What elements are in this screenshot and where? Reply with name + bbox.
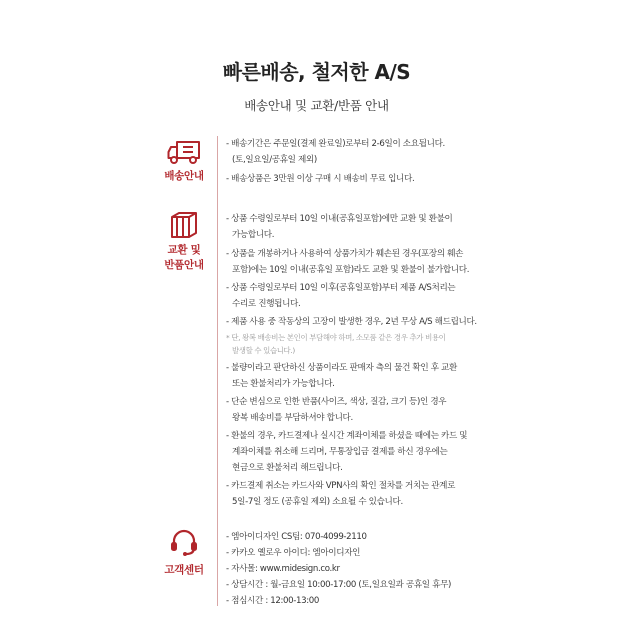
vertical-divider	[217, 136, 218, 606]
returns-note: 발생할 수 있습니다.)	[232, 346, 295, 355]
shipping-section-label: 배송안내	[164, 170, 204, 182]
returns-line: 현금으로 환불처리 해드립니다.	[232, 463, 343, 473]
returns-line: 가능합니다.	[232, 230, 275, 240]
returns-line: - 단순 변심으로 인한 반품(사이즈, 색상, 질감, 크기 등)인 경우	[226, 397, 447, 407]
page-title: 빠른배송, 철저한 A/S	[222, 60, 411, 84]
returns-line: 5일-7일 정도 (공휴일 제외) 소요될 수 있습니다.	[232, 497, 403, 507]
customer-line: - 엠아이디자인 CS팀: 070-4099-2110	[226, 532, 367, 542]
returns-line: - 환불의 경우, 카드결제나 실시간 계좌이체를 하셨을 때에는 카드 및	[226, 431, 468, 441]
returns-line: 왕복 배송비를 부담하셔야 합니다.	[232, 413, 353, 423]
returns-line: - 카드결제 취소는 카드사와 VPN사의 확인 절차를 거치는 관계로	[226, 481, 456, 491]
shipping-line: - 배송상품은 3만원 이상 구매 시 배송비 무료 입니다.	[226, 174, 415, 184]
customer-line: - 점심시간 : 12:00-13:00	[226, 596, 320, 606]
shipping-line: (토,일요일/공휴일 제외)	[232, 155, 317, 165]
returns-section-label-line1: 교환 및	[167, 244, 201, 256]
customer-section-label: 고객센터	[164, 564, 204, 576]
returns-section-label-line2: 반품안내	[164, 259, 204, 271]
shipping-line: - 배송기간은 주문일(결제 완료일)로부터 2-6일이 소요됩니다.	[226, 139, 445, 149]
delivery-truck-icon	[167, 139, 201, 165]
returns-line: 포함)에는 10일 이내(공휴일 포함)라도 교환 및 환불이 불가합니다.	[232, 265, 470, 275]
returns-line: - 불량이라고 판단하신 상품이라도 판매자 측의 물건 확인 후 교환	[226, 363, 457, 373]
returns-line: - 상품을 개봉하거나 사용하여 상품가치가 훼손된 경우(포장의 훼손	[226, 249, 464, 259]
customer-line: - 상담시간 : 월-금요일 10:00-17:00 (토,일요일과 공휴일 휴무)	[226, 580, 452, 590]
returns-line: 계좌이체를 취소해 드리며, 무통장입금 결제를 하신 경우에는	[232, 447, 448, 457]
returns-line: - 상품 수령일로부터 10일 이내(공휴일포함)에만 교환 및 환불이	[226, 214, 453, 224]
customer-line: - 자사몰: www.midesign.co.kr	[226, 564, 340, 574]
headset-icon	[169, 528, 199, 558]
customer-line: - 카카오 옐로우 아이디: 엠아이디자인	[226, 548, 361, 558]
returns-line: - 제품 사용 중 작동상의 고장이 발생한 경우, 2년 무상 A/S 해드립니다.	[226, 317, 477, 327]
returns-line: 또는 환불처리가 가능합니다.	[232, 379, 335, 389]
returns-line: - 상품 수령일로부터 10일 이후(공휴일포함)부터 제품 A/S처리는	[226, 283, 456, 293]
returns-note: * 단, 왕복 배송비는 본인이 부담해야 하며, 소모품 같은 경우 추가 비용이	[226, 333, 446, 342]
box-icon	[169, 211, 199, 239]
returns-line: 수리로 진행됩니다.	[232, 299, 301, 309]
page-subtitle: 배송안내 및 교환/반품 안내	[244, 98, 389, 113]
